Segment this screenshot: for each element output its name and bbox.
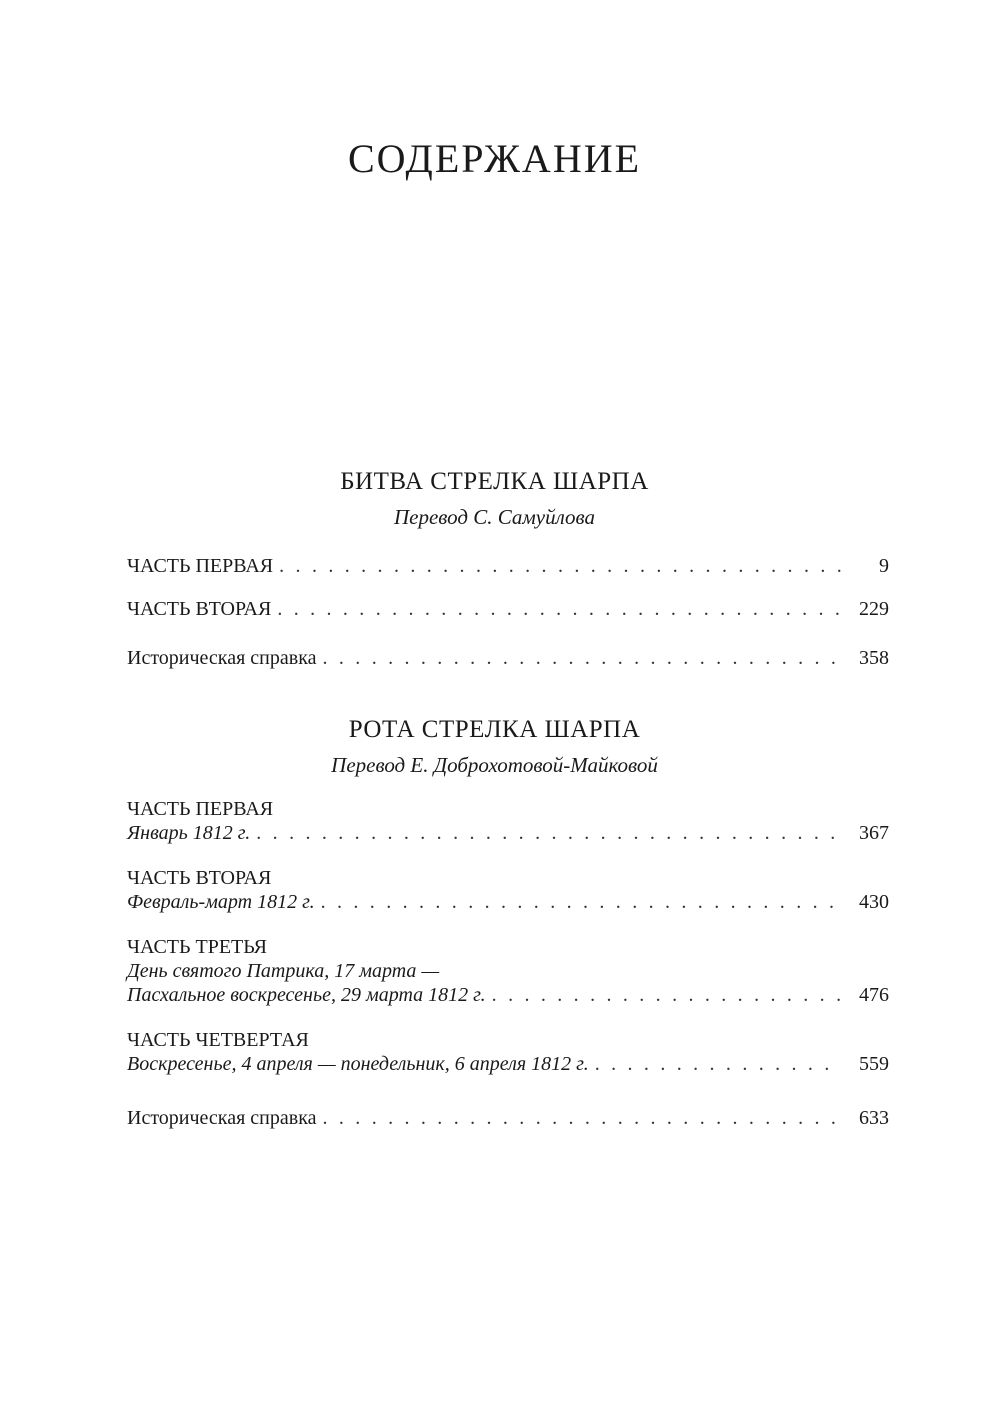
- toc-page-number: 430: [859, 891, 889, 913]
- toc-entry[interactable]: [127, 554, 889, 578]
- toc-entry-subtitle: Пасхальное воскресенье, 29 марта 1812 г.: [127, 984, 486, 1006]
- toc-entry[interactable]: [127, 797, 889, 845]
- toc-entry[interactable]: [127, 935, 889, 1007]
- dot-leader: [323, 1106, 842, 1130]
- book-title: БИТВА СТРЕЛКА ШАРПА: [340, 468, 649, 495]
- dot-leader: [277, 597, 841, 621]
- dot-leader: [595, 1052, 841, 1076]
- toc-entry-heading: ЧАСТЬ ПЕРВАЯ: [127, 555, 274, 577]
- toc-entry[interactable]: [127, 866, 889, 914]
- toc-page-number: 229: [859, 598, 889, 620]
- toc-entry-subtitle: Январь 1812 г.: [127, 822, 251, 844]
- toc-entry-subtitle: Февраль-март 1812 г.: [127, 891, 315, 913]
- toc-entry-heading: Историческая справка: [127, 1107, 317, 1129]
- toc-page-number: 559: [859, 1053, 889, 1075]
- dot-leader: [256, 821, 841, 845]
- toc-entry-heading: ЧАСТЬ ТРЕТЬЯ: [127, 936, 268, 958]
- toc-page-number: 633: [859, 1107, 889, 1129]
- dot-leader: [492, 983, 841, 1007]
- toc-entry-heading: ЧАСТЬ ВТОРАЯ: [127, 867, 272, 889]
- toc-entry-subtitle: Воскресенье, 4 апреля — понедельник, 6 апреля 1812 г.: [127, 1053, 589, 1075]
- dot-leader: [279, 554, 841, 578]
- toc-entry-heading: ЧАСТЬ ЧЕТВЕРТАЯ: [127, 1029, 309, 1051]
- toc-entry[interactable]: [127, 597, 889, 621]
- book-translator: Перевод Е. Доброхотовой-Майковой: [331, 753, 658, 777]
- toc-page-number: 358: [859, 647, 889, 669]
- book-translator: Перевод С. Самуйлова: [393, 505, 595, 529]
- page-title: СОДЕРЖАНИЕ: [347, 136, 642, 181]
- toc-entry-heading: ЧАСТЬ ВТОРАЯ: [127, 598, 272, 620]
- book-title: РОТА СТРЕЛКА ШАРПА: [348, 716, 641, 743]
- toc-entry[interactable]: [127, 646, 889, 670]
- toc-entry-heading: ЧАСТЬ ПЕРВАЯ: [127, 798, 274, 820]
- toc-entry[interactable]: [127, 1106, 889, 1130]
- toc-page-number: 9: [879, 555, 889, 577]
- toc-entry[interactable]: [127, 1028, 889, 1076]
- dot-leader: [323, 646, 842, 670]
- toc-entry-heading: Историческая справка: [127, 647, 317, 669]
- dot-leader: [321, 890, 841, 914]
- toc-page-number: 476: [859, 984, 889, 1006]
- toc-page-number: 367: [859, 822, 889, 844]
- toc-entry-subtitle: День святого Патрика, 17 марта —: [127, 960, 440, 982]
